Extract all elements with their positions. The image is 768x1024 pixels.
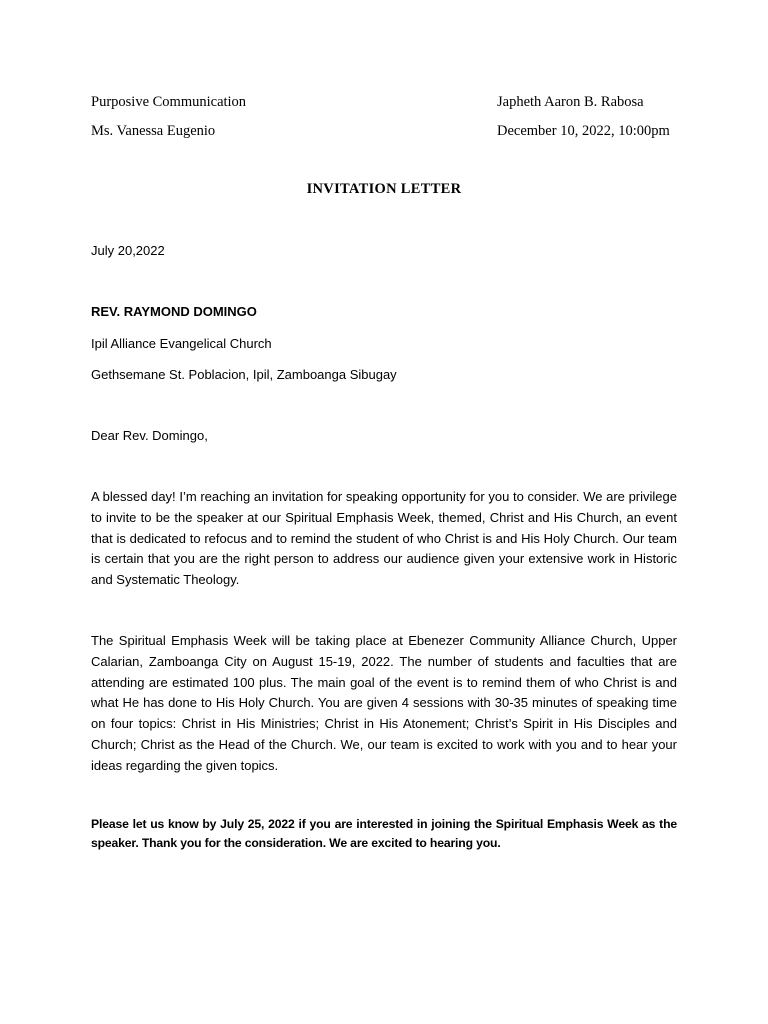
course-name: Purposive Communication xyxy=(91,94,247,110)
letter-date: July 20,2022 xyxy=(91,243,165,258)
paragraph-event-details: The Spiritual Emphasis Week will be taking place at Ebenezer Community Alliance Church, Upper Calarian, Zamboanga City on August 15-19, 2022. The number of students and faculties that are attending are estimated 100 plus. The main goal of the event is to remind them of who Christ is and what He has done to His Holy Church. You are given 4 sessions with 30-35 minutes of speaking time on four topics: Christ in His Ministries; Christ in His Atonement; Christ’s Spirit in His Disciples and Church; Christ as the Head of the Church. We, our team is excited to work with you and to hear your ideas regarding the given topics. xyxy=(91,633,677,773)
author-name: Japheth Aaron B. Rabosa xyxy=(497,94,644,110)
recipient-organization: Ipil Alliance Evangelical Church xyxy=(91,336,272,351)
paragraph-intro: A blessed day! I’m reaching an invitation for speaking opportunity for you to consider. We are privilege to invite to be the speaker at our Spiritual Emphasis Week, themed, Christ and His Church, an event that is dedicated to refocus and to remind the student of who Christ is and His Holy Church. Our team is certain that you are the right person to address our audience given your extensive work in Historic and Systematic Theology. xyxy=(91,489,677,588)
letter-title: INVITATION LETTER xyxy=(306,181,462,197)
salutation: Dear Rev. Domingo, xyxy=(91,428,208,443)
paragraph-closing: Please let us know by July 25, 2022 if you are interested in joining the Spiritual Emphasis Week as the speaker. Thank you for the consideration. We are excited to hearing you. xyxy=(91,817,677,850)
recipient-name: REV. RAYMOND DOMINGO xyxy=(91,304,257,319)
recipient-address: Gethsemane St. Poblacion, Ipil, Zamboanga Sibugay xyxy=(91,367,397,382)
instructor-name: Ms. Vanessa Eugenio xyxy=(91,123,216,139)
submission-datetime: December 10, 2022, 10:00pm xyxy=(497,123,670,139)
